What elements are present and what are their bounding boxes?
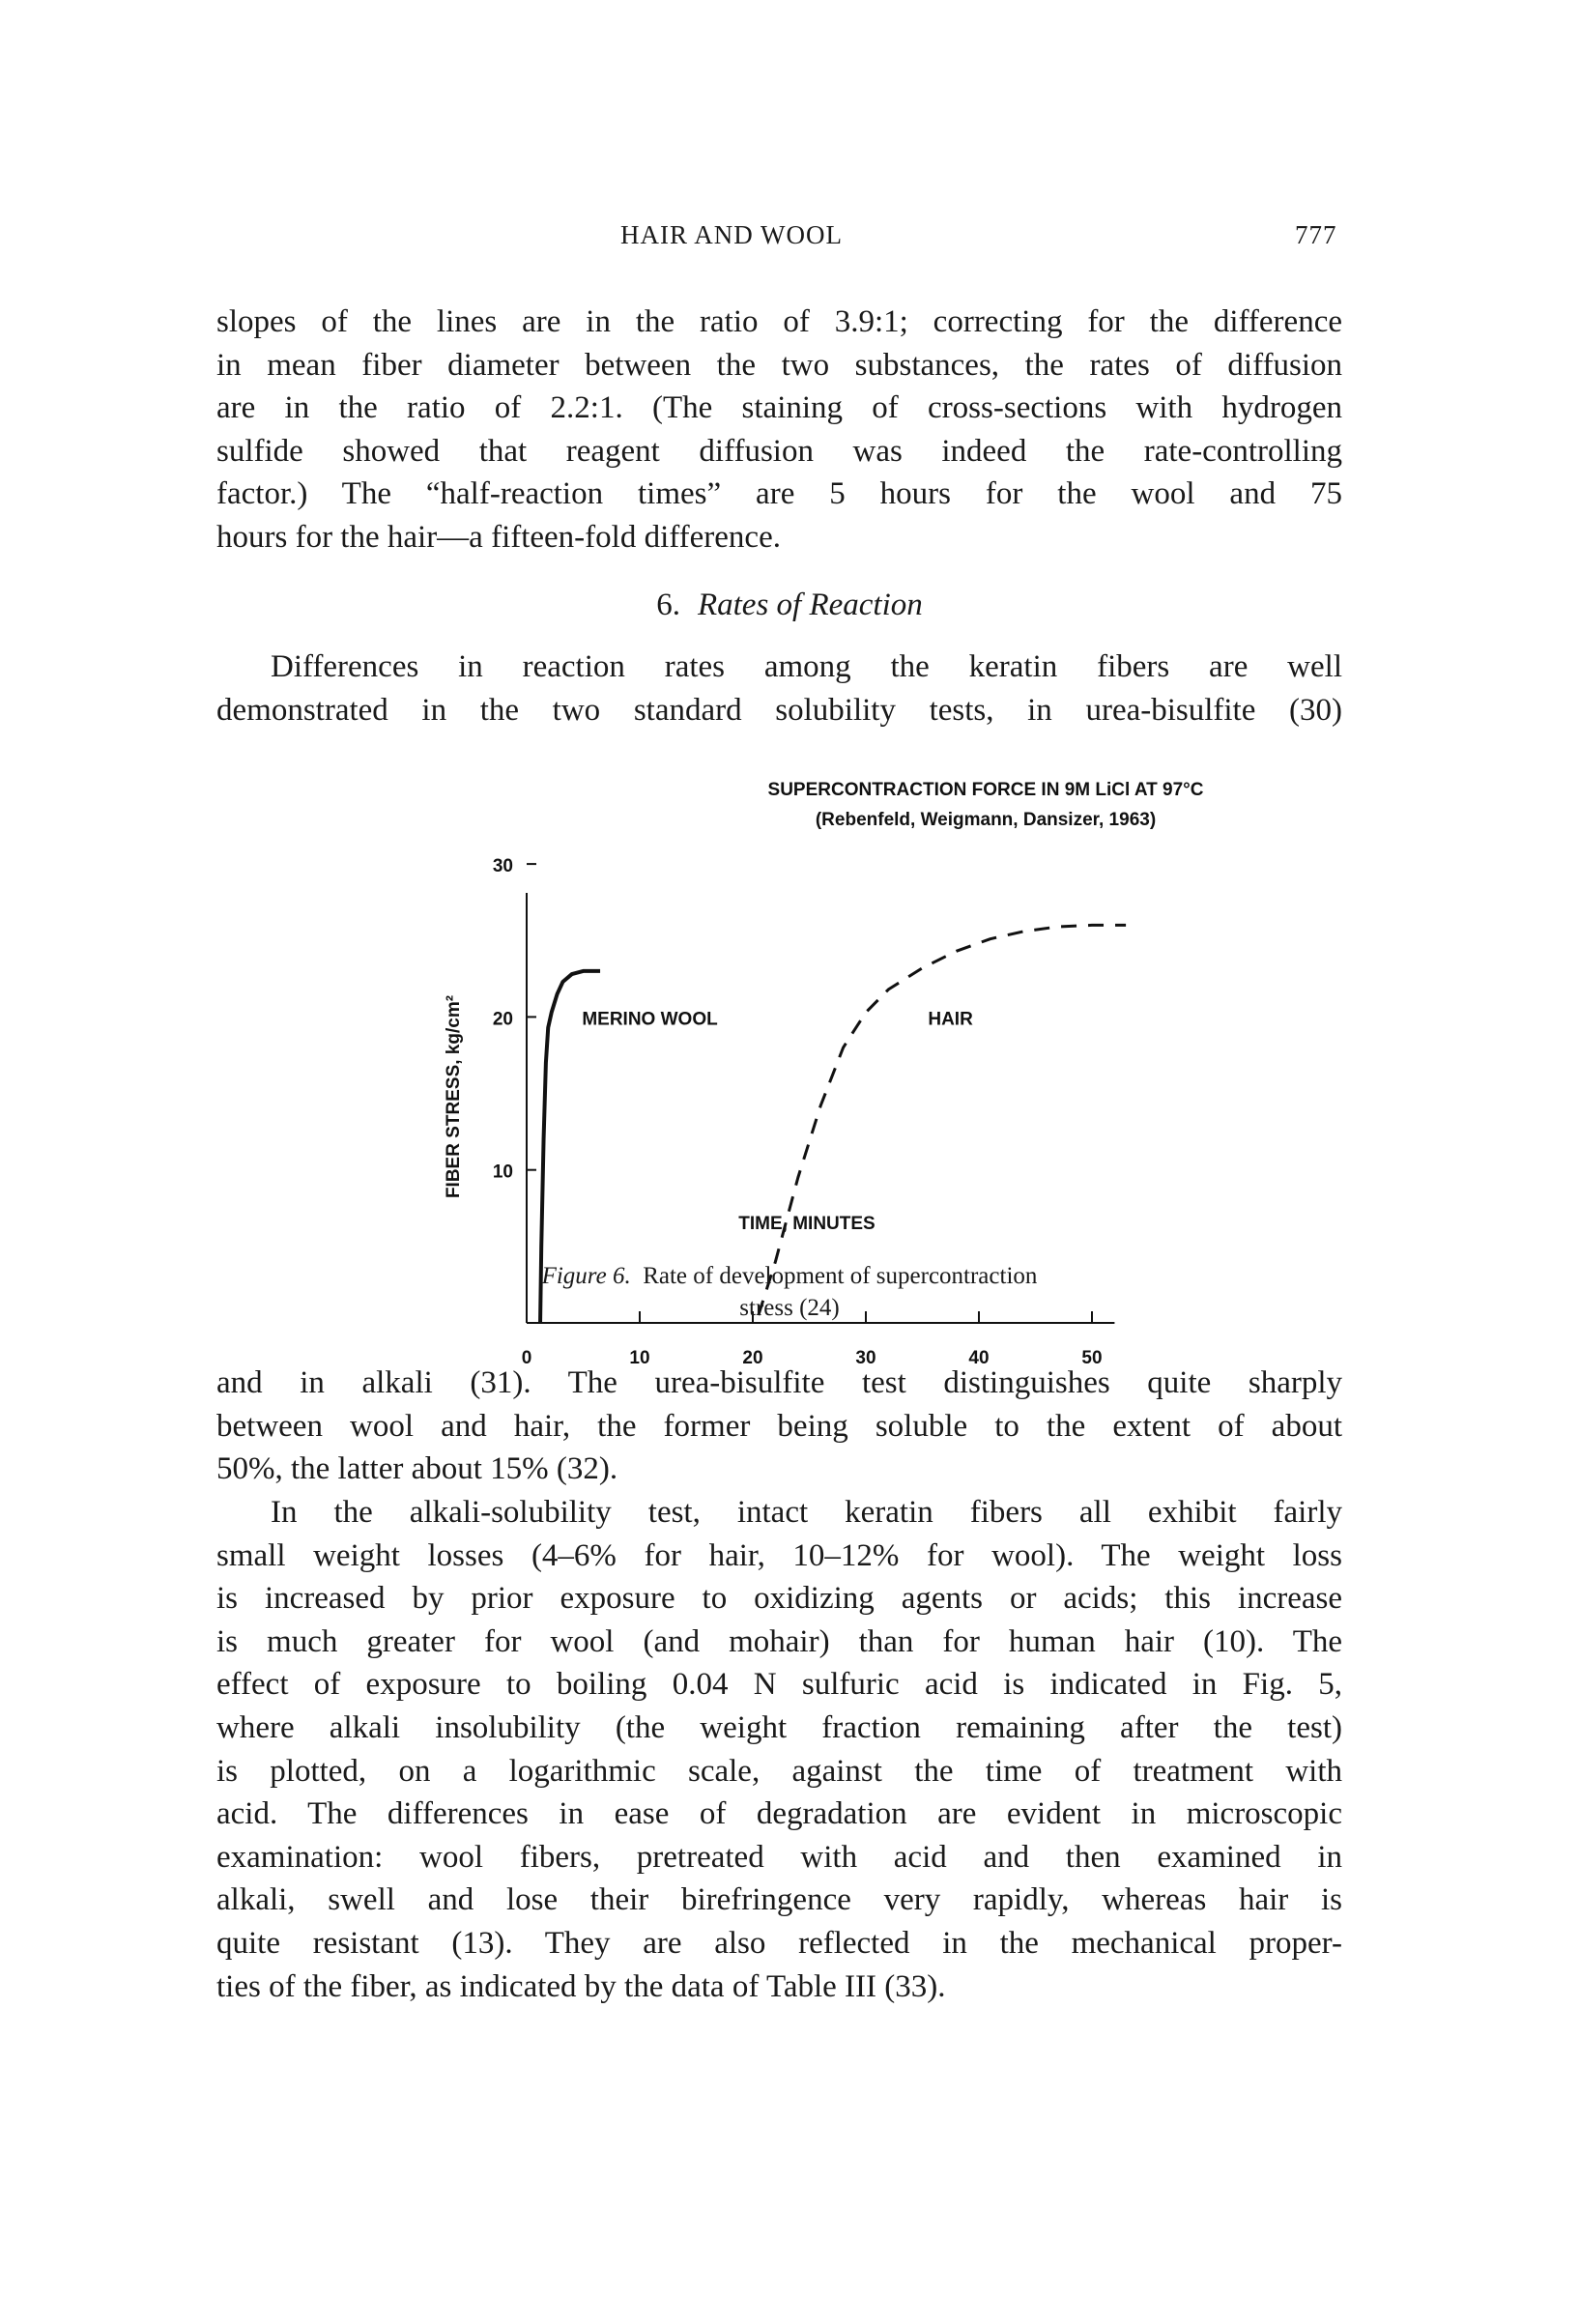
paragraph-1 [216, 301, 1342, 559]
x-tick-label: 0 [521, 1348, 532, 1368]
text-line: In the alkali-solubility test, intact keratin fibers all exhibit fairly [271, 1495, 1342, 1530]
page-number: 777 [1295, 220, 1337, 249]
text-line: 50%, the latter about 15% (32). [216, 1451, 618, 1487]
text-line: and in alkali (31). The urea-bisulfite test distinguishes quite sharply [216, 1365, 1342, 1400]
series-label-hair: HAIR [928, 1009, 973, 1030]
series-label-merino-wool: MERINO WOOL [582, 1009, 718, 1030]
text-line: is increased by prior exposure to oxidizing agents or acids; this increase [216, 1581, 1342, 1617]
paragraph-3 [216, 1362, 1342, 1491]
text-line: hours for the hair—a fifteen-fold difference. [216, 519, 781, 555]
x-tick-label: 30 [855, 1348, 876, 1368]
text-line: in mean fiber diameter between the two substances, the rates of diffusion [216, 347, 1342, 383]
text-line: demonstrated in the two standard solubility tests, in urea-bisulfite (30) [216, 692, 1342, 728]
text-line: are in the ratio of 2.2:1. (The staining of cross-sections with hydrogen [216, 390, 1342, 426]
caption-text: Rate of development of supercontraction [643, 1263, 1038, 1289]
text-line: effect of exposure to boiling 0.04 N sulfuric acid is indicated in Fig. 5, [216, 1667, 1342, 1703]
caption-label: Figure 6. [541, 1263, 631, 1289]
text-line: is plotted, on a logarithmic scale, against the time of treatment with [216, 1753, 1342, 1789]
series-line-hair [759, 925, 1126, 1315]
text-line: Differences in reaction rates among the keratin fibers are well [271, 649, 1342, 684]
y-tick-label: 30 [492, 856, 513, 877]
paragraph-4 [216, 1491, 1342, 2008]
section-number: 6. [656, 588, 680, 622]
text-line: examination: wool fibers, pretreated with acid and then examined in [216, 1839, 1342, 1875]
x-tick-label: 40 [968, 1348, 990, 1368]
text-line: is much greater for wool (and mohair) than for human hair (10). The [216, 1623, 1342, 1659]
text-line: ties of the fiber, as indicated by the data of Table III (33). [216, 1968, 946, 2004]
section-heading [0, 588, 1579, 623]
y-axis-label: FIBER STRESS, kg/cm² [444, 994, 464, 1199]
x-tick-label: 10 [629, 1348, 650, 1368]
chart-title: SUPERCONTRACTION FORCE IN 9M LiCl AT 97°C [767, 780, 1204, 800]
text-line: factor.) The “half-reaction times” are 5 hours for the wool and 75 [216, 476, 1342, 512]
x-tick-label: 50 [1081, 1348, 1103, 1368]
text-line: alkali, swell and lose their birefringence very rapidly, whereas hair is [216, 1882, 1342, 1918]
figure-caption [0, 1260, 1579, 1324]
y-tick-label: 10 [492, 1162, 513, 1183]
text-line: slopes of the lines are in the ratio of 3.9:1; correcting for the difference [216, 304, 1342, 339]
text-line: between wool and hair, the former being soluble to the extent of about [216, 1408, 1342, 1444]
running-title: HAIR AND WOOL [620, 220, 843, 249]
paragraph-2 [216, 646, 1342, 732]
x-axis-label: TIME, MINUTES [738, 1214, 876, 1234]
caption-text-2: stress (24) [739, 1295, 840, 1321]
y-tick-label: 20 [492, 1009, 513, 1030]
chart-subtitle: (Rebenfeld, Weigmann, Dansizer, 1963) [815, 810, 1157, 830]
section-title: Rates of Reaction [697, 588, 923, 622]
text-line: quite resistant (13). They are also reflected in the mechanical proper- [216, 1925, 1342, 1961]
x-tick-label: 20 [742, 1348, 763, 1368]
text-line: sulfide showed that reagent diffusion was indeed the rate-controlling [216, 433, 1342, 469]
text-line: where alkali insolubility (the weight fraction remaining after the test) [216, 1709, 1342, 1745]
text-line: small weight losses (4–6% for hair, 10–12% for wool). The weight loss [216, 1537, 1342, 1573]
text-line: acid. The differences in ease of degradation are evident in microscopic [216, 1796, 1342, 1832]
